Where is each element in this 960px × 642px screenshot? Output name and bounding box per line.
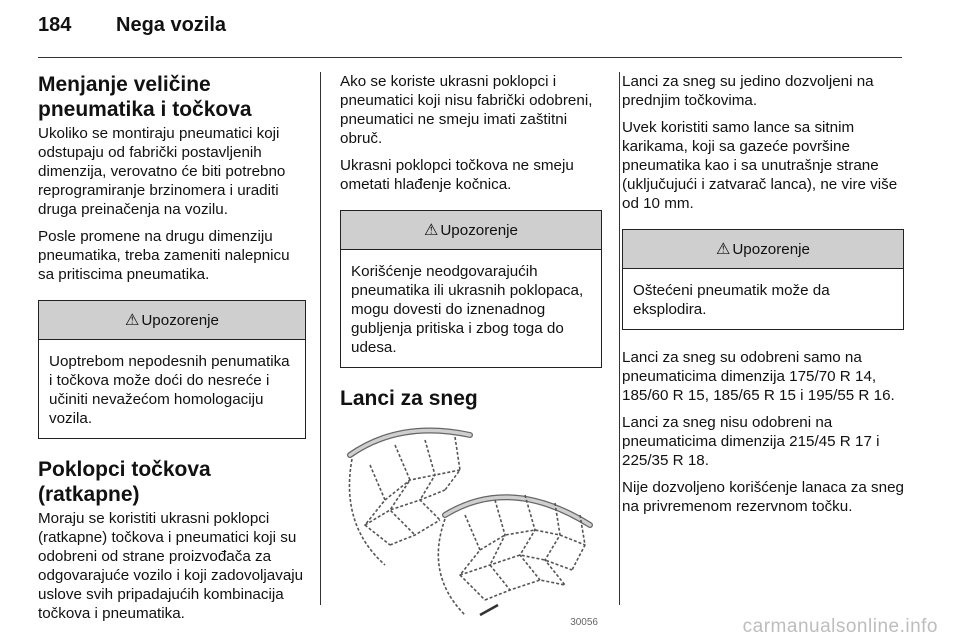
column-divider-right [619,72,620,605]
warning-label: Upozorenje [732,240,811,258]
warning-label: Upozorenje [440,221,519,239]
column-right [622,72,904,524]
column-middle [340,72,602,630]
warning-triangle-icon: ⚠ [423,221,439,239]
snow-chain-illustration [340,415,602,630]
heading-snow-chains: Lanci za sneg [340,387,478,410]
paragraph: Posle promene na drugu dimenziju pneumatika, treba zameniti nalepnicu sa pritiscima pneumatika. [38,228,290,283]
column-divider-left [320,72,321,605]
warning-header [39,301,305,340]
paragraph: Nije dozvoljeno korišćenje lanaca za sneg na privremenom rezervnom točku. [622,479,904,515]
warning-box [622,229,904,330]
warning-triangle-icon: ⚠ [715,240,731,258]
paragraph: Moraju se koristiti ukrasni poklopci (ratkapne) točkova i pneumatici koji su odobreni od strane proizvođača za odgovarajuće vozilo i koji zadovoljavaju uslove svih pripadajućih kombinacija točkova i pneumatika. [38,510,304,622]
paragraph: Ukrasni poklopci točkova ne smeju ometati hlađenje kočnica. [340,157,574,193]
paragraph: Lanci za sneg nisu odobreni na pneumaticima dimenzija 215/45 R 17 i 225/35 R 18. [622,414,880,469]
warning-box [38,300,306,439]
paragraph: Ako se koriste ukrasni poklopci i pneumatici koji nisu fabrički odobreni, pneumatici ne smeju imati zaštitni obruč. [340,73,593,147]
header-divider [38,57,902,58]
page-header [38,14,226,44]
watermark: carmanualsonline.info [742,616,938,637]
warning-text: Oštećeni pneumatik može da eksplodira. [633,282,830,318]
paragraph: Ukoliko se montiraju pneumatici koji odstupaju od fabrički postavljenih dimenzija, verovatno će biti potrebno reprogramiranje brzinomera i uraditi druga preinačenja na vozilu. [38,125,286,218]
paragraph: Uvek koristiti samo lance sa sitnim karikama, koji sa gazeće površine pneumatika kao i sa unutrašnje strane (uključujući i zatvarač lanca), ne vire više od 10 mm. [622,119,898,212]
warning-text: Korišćenje neodgovarajućih pneumatika ili ukrasnih poklopaca, mogu dovesti do iznenadnog gubljenja pritiska i zbog toga do udesa. [351,263,584,356]
warning-label: Upozorenje [141,311,220,329]
paragraph: Lanci za sneg su jedino dozvoljeni na prednjim točkovima. [622,73,874,109]
warning-triangle-icon: ⚠ [124,311,140,329]
paragraph: Lanci za sneg su odobreni samo na pneumaticima dimenzija 175/70 R 14, 185/60 R 15, 185/65 R 15 i 195/55 R 16. [622,349,895,404]
figure-number: 30056 [570,617,598,628]
page-number: 184 [38,14,72,36]
warning-text: Uoptrebom nepodesnih penumatika i točkova može doći do nesreće i učiniti nevažećom homologaciju vozila. [49,353,290,427]
warning-header [623,230,903,269]
column-left [38,72,306,631]
heading-wheel-covers: Poklopci točkova (ratkapne) [38,458,211,506]
warning-box [340,210,602,368]
section-title: Nega vozila [116,14,227,36]
heading-tire-size-change: Menjanje veličine pneumatika i točkova [38,73,252,121]
warning-header [341,211,601,250]
